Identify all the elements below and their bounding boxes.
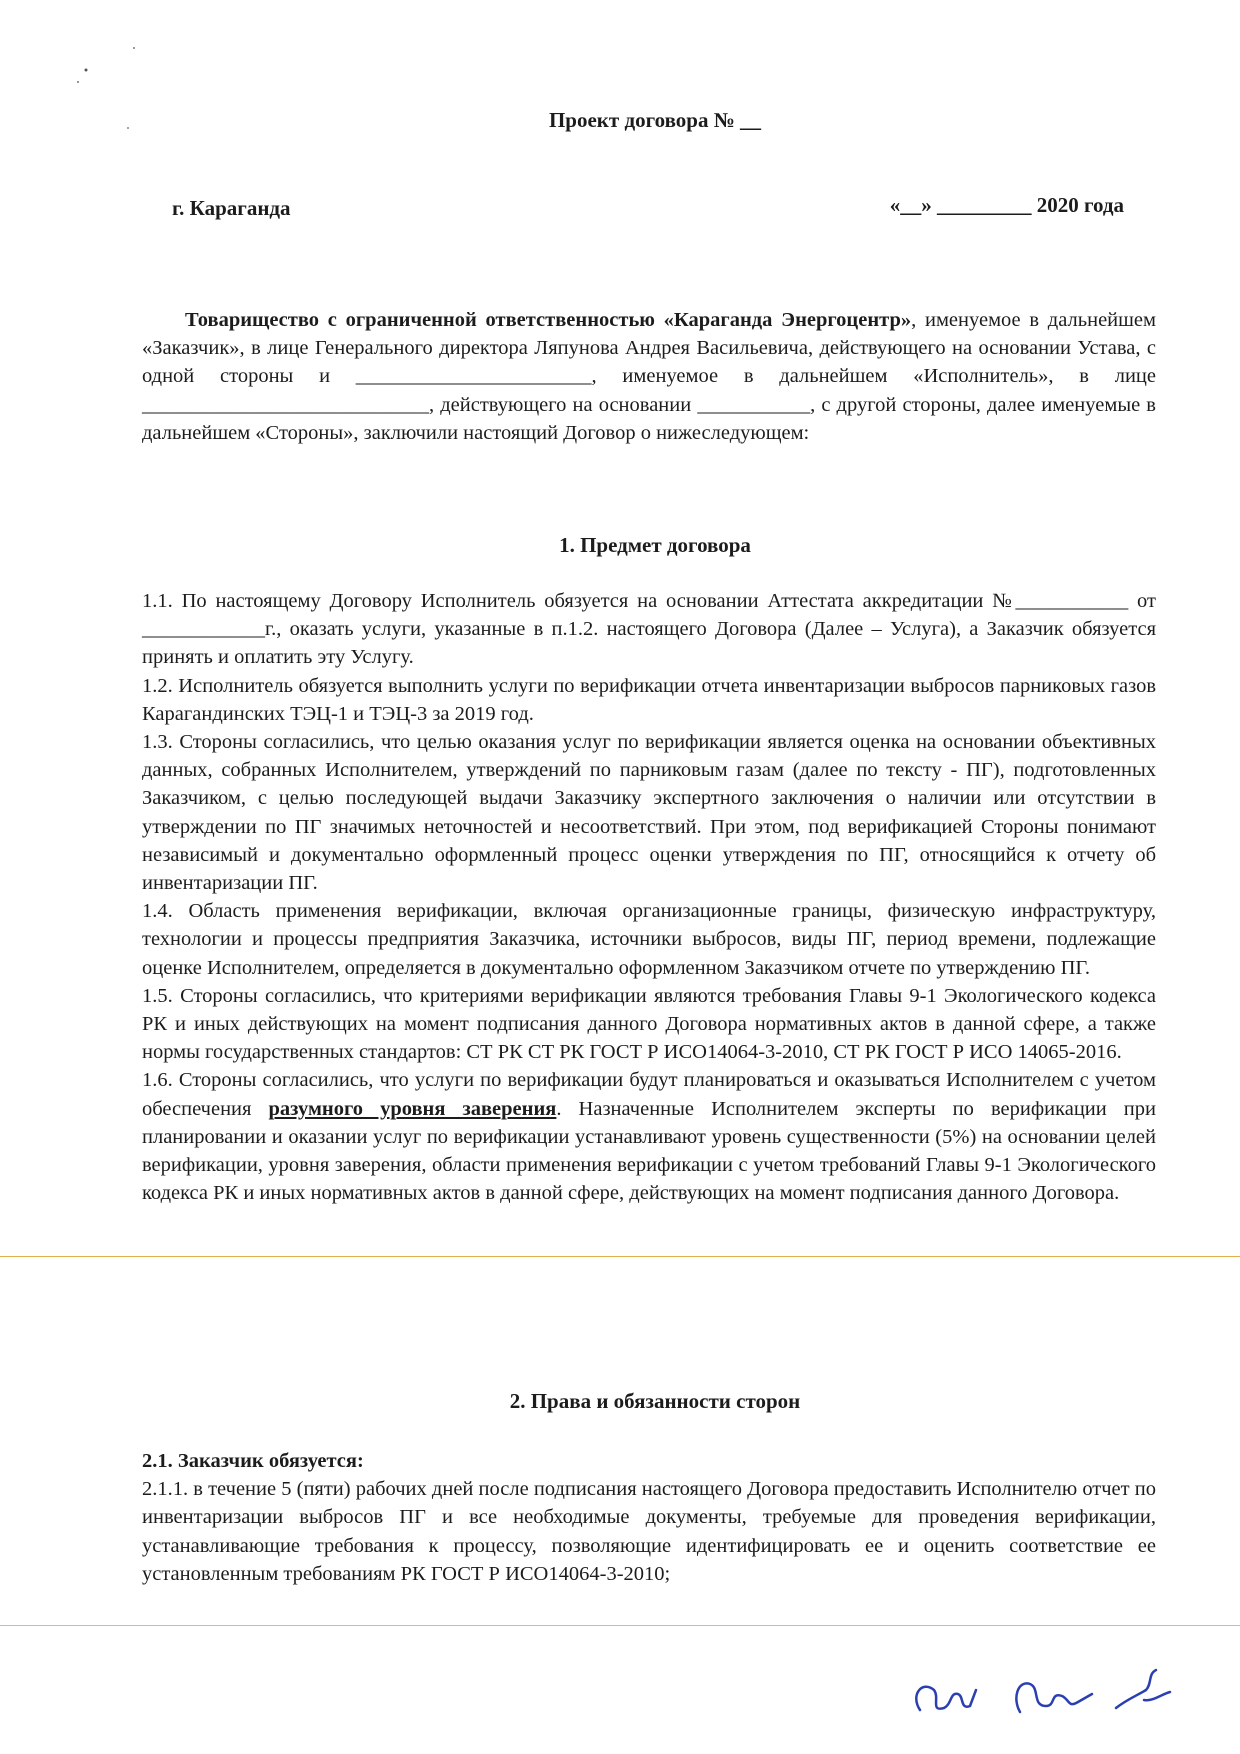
document-city: г. Караганда bbox=[172, 196, 291, 220]
clause-1-4: 1.4. Область применения верификации, включая организационные границы, физическую инфраструктуру, технологии и процессы предприятия Заказчика, источники выбросов, виды ПГ, период времени, подлежащие оценке Исполнителем, определяется в документально оформленном Заказчиком отчете по утверждению ПГ. bbox=[142, 900, 1156, 979]
signatures bbox=[900, 1650, 1200, 1740]
subsection-2-1-title: 2.1. Заказчик обязуется: bbox=[142, 1450, 364, 1472]
signature-3 bbox=[1116, 1670, 1170, 1708]
clause-1-1: 1.1. По настоящему Договору Исполнитель обязуется на основании Аттестата аккредитации №___________ от ____________г., оказать услуги, указанные в п.1.2. настоящего Договора (Далее – Услуга), а Заказчик обязуется принять и оплатить эту Услугу. bbox=[142, 590, 1156, 669]
intro-text: , именуемое в дальнейшем «Заказчик», в лице Генерального директора Ляпунова Андрея Васильевича, действующего на основании Устава, с одной стороны и _______________________, именуемое в дальнейшем «Исполнитель», в лице ____________________________, действующего на основании ___________, с другой стороны, далее именуемые в дальнейшем «Стороны», заключили настоящий Договор о нижеследующем: bbox=[142, 309, 1156, 444]
section-1-body bbox=[142, 587, 1156, 1207]
scan-line-bottom bbox=[0, 1625, 1240, 1626]
section-2-body bbox=[142, 1447, 1156, 1588]
scan-line-top bbox=[0, 1256, 1240, 1257]
clause-1-6 bbox=[142, 1066, 1156, 1207]
clause-1-6-underlined: разумного уровня заверения bbox=[268, 1097, 557, 1120]
clause-1-5: 1.5. Стороны согласились, что критериями верификации являются требования Главы 9-1 Экологического кодекса РК и иных действующих на момент подписания данного Договора нормативных актов в данной сфере, а также нормы государственных стандартов: СТ РК СТ РК ГОСТ Р ИСО14064-3-2010, СТ РК ГОСТ Р ИСО 14065-2016. bbox=[142, 984, 1156, 1064]
document-title: Проект договора № __ bbox=[548, 108, 762, 132]
intro-company: Товарищество с ограниченной ответственностью «Караганда Энергоцентр» bbox=[185, 309, 912, 331]
clause-1-6-start: 1.6. Стороны согласились, что услуги по верификации будут планироваться и оказываться Исполнителем с учетом обеспечения bbox=[142, 1069, 1156, 1120]
signature-2 bbox=[1016, 1683, 1092, 1712]
document-date: «__» _________ 2020 года bbox=[889, 193, 1124, 217]
scan-specks bbox=[0, 0, 1240, 200]
clause-1-6-end: . Назначенные Исполнителем эксперты по верификации при планировании и оказании услуг по верификации устанавливают уровень существенности (5%) на основании целей верификации, уровня заверения, области применения верификации с учетом требований Главы 9-1 Экологического кодекса РК и иных нормативных актов в данной сфере, действующих на момент подписания данного Договора. bbox=[142, 1097, 1156, 1205]
clause-1-3: 1.3. Стороны согласились, что целью оказания услуг по верификации является оценка на основании объективных данных, собранных Исполнителем, утверждений по парниковым газам (далее по тексту - ПГ), подготовленных Заказчиком, с целью последующей выдачи Заказчику экспертного заключения о наличии или отсутствии в утверждении по ПГ значимых неточностей и несоответствий. При этом, под верификацией Стороны понимают независимый и документально оформленный процесс оценки утверждения по ПГ, относящийся к отчету об инвентаризации ПГ. bbox=[142, 731, 1156, 895]
clause-1-2: 1.2. Исполнитель обязуется выполнить услуги по верификации отчета инвентаризации выбросов парниковых газов Карагандинских ТЭЦ-1 и ТЭЦ-3 за 2019 год. bbox=[142, 674, 1156, 725]
intro-paragraph bbox=[142, 306, 1156, 447]
section-2-title: 2. Права и обязанности сторон bbox=[509, 1389, 801, 1413]
clause-2-1-1: 2.1.1. в течение 5 (пяти) рабочих дней после подписания настоящего Договора предоставить Исполнителю отчет по инвентаризации выбросов ПГ и все необходимые документы, требуемые для проведения верификации, устанавливающие требования к процессу, позволяющие идентифицировать ее и оценить соответствие ее установленным требованиям РК ГОСТ Р ИСО14064-3-2010; bbox=[142, 1478, 1156, 1585]
signature-1 bbox=[916, 1687, 976, 1710]
section-1-title: 1. Предмет договора bbox=[559, 533, 751, 557]
